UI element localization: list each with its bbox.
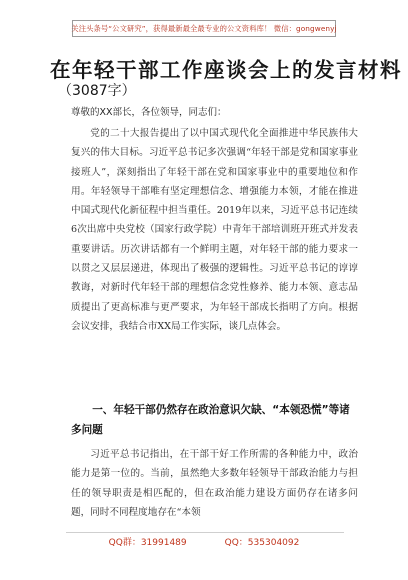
- document-word-count: （3087字）: [58, 83, 136, 99]
- promo-banner-text: 关注头条号“公文研究”，获得最新最全最专业的公文资料库！ 微信：gongwenyj: [71, 23, 337, 33]
- footer-contact: [0, 535, 408, 548]
- promo-banner: [72, 20, 336, 37]
- footer-qq: QQ：535304092: [224, 538, 300, 548]
- salutation: 尊敬的XX部长，各位领导，同志们：: [71, 107, 227, 118]
- footer-divider: [66, 532, 344, 533]
- footer-qq-group: QQ群：31991489: [108, 538, 187, 548]
- body-paragraph-1: 党的二十大报告提出了以中国式现代化全面推进中华民族伟大复兴的伟大目标。习近平总书记多次强调“年轻干部是党和国家事业接班人”，深刻指出了年轻干部在党和国家事业中的重要地位和作用。年轻领导干部唯有坚定理想信念、增强能力本领，才能在推进中国式现代化新征程中担当重任。2019年以来，习近平总书记连续6次出席中央党校（国家行政学院）中青年干部培训班开班式并发表重要讲话。历次讲话都有一个鲜明主题，对年轻干部的能力要求一以贯之又层层递进，体现出了极强的逻辑性。习近平总书记的谆谆教诲，对新时代年轻干部的理想信念党性修养、能力本领、意志品质提出了更高标准与更严要求，为年轻干部成长指明了方向。根据会议安排，我结合市XX局工作实际，谈几点体会。: [71, 128, 358, 332]
- document-title: 在年轻干部工作座谈会上的发言材料: [50, 58, 402, 82]
- section-heading-1: 一、年轻干部仍然存在政治意识欠缺、“本领恐慌”等诸多问题: [71, 404, 350, 436]
- body-paragraph-2: 习近平总书记指出，在干部干好工作所需的各种能力中，政治能力是第一位的。当前，虽然绝大多数年轻领导干部政治能力与担任的领导职责是相匹配的，但在政治能力建设方面仍存在诸多问题，同时不同程度地存在“本领: [71, 449, 358, 518]
